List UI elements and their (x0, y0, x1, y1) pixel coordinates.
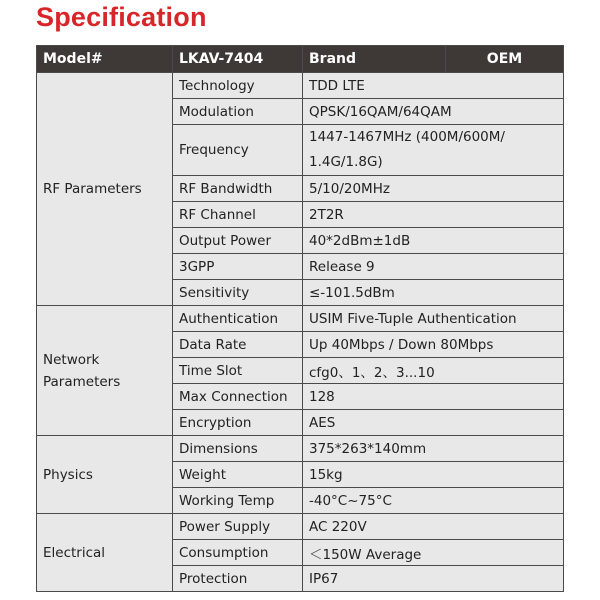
spec-value: IP67 (303, 566, 564, 592)
spec-label: Modulation (173, 99, 303, 125)
group-name: RF Parameters (37, 73, 173, 306)
table-row (37, 306, 564, 332)
spec-label: Time Slot (173, 358, 303, 384)
spec-value: ＜150W Average (303, 540, 564, 566)
spec-value: 1447-1467MHz (400M/600M/ 1.4G/1.8G) (303, 125, 564, 176)
spec-label: RF Bandwidth (173, 176, 303, 202)
model-value: LKAV-7404 (173, 46, 303, 73)
group-name: Physics (37, 436, 173, 514)
spec-value: QPSK/16QAM/64QAM (303, 99, 564, 125)
spec-label: Technology (173, 73, 303, 99)
group-name: Network Parameters (37, 306, 173, 436)
header-row (37, 46, 564, 73)
spec-label: RF Channel (173, 202, 303, 228)
spec-value: 15kg (303, 462, 564, 488)
spec-value: TDD LTE (303, 73, 564, 99)
spec-value: -40°C~75°C (303, 488, 564, 514)
spec-label: 3GPP (173, 254, 303, 280)
spec-label: Max Connection (173, 384, 303, 410)
spec-value: Up 40Mbps / Down 80Mbps (303, 332, 564, 358)
spec-label: Authentication (173, 306, 303, 332)
spec-label: Output Power (173, 228, 303, 254)
spec-value: 40*2dBm±1dB (303, 228, 564, 254)
spec-value: AC 220V (303, 514, 564, 540)
spec-value: cfg0、1、2、3...10 (303, 358, 564, 384)
spec-label: Sensitivity (173, 280, 303, 306)
spec-value: 2T2R (303, 202, 564, 228)
brand-label: Brand (303, 46, 446, 73)
spec-label: Protection (173, 566, 303, 592)
spec-label: Weight (173, 462, 303, 488)
spec-value: AES (303, 410, 564, 436)
spec-label: Power Supply (173, 514, 303, 540)
model-label: Model# (37, 46, 173, 73)
table-row (37, 514, 564, 540)
group-name: Electrical (37, 514, 173, 592)
spec-label: Encryption (173, 410, 303, 436)
spec-label: Working Temp (173, 488, 303, 514)
spec-label: Consumption (173, 540, 303, 566)
spec-table (36, 45, 564, 592)
spec-value: ≤-101.5dBm (303, 280, 564, 306)
spec-label: Frequency (173, 125, 303, 176)
page-title: Specification (36, 2, 207, 32)
spec-value: Release 9 (303, 254, 564, 280)
spec-value: 128 (303, 384, 564, 410)
table-row (37, 436, 564, 462)
spec-value: 5/10/20MHz (303, 176, 564, 202)
spec-value: USIM Five-Tuple Authentication (303, 306, 564, 332)
table-row (37, 73, 564, 99)
brand-value: OEM (446, 46, 564, 73)
spec-label: Data Rate (173, 332, 303, 358)
spec-value: 375*263*140mm (303, 436, 564, 462)
spec-label: Dimensions (173, 436, 303, 462)
